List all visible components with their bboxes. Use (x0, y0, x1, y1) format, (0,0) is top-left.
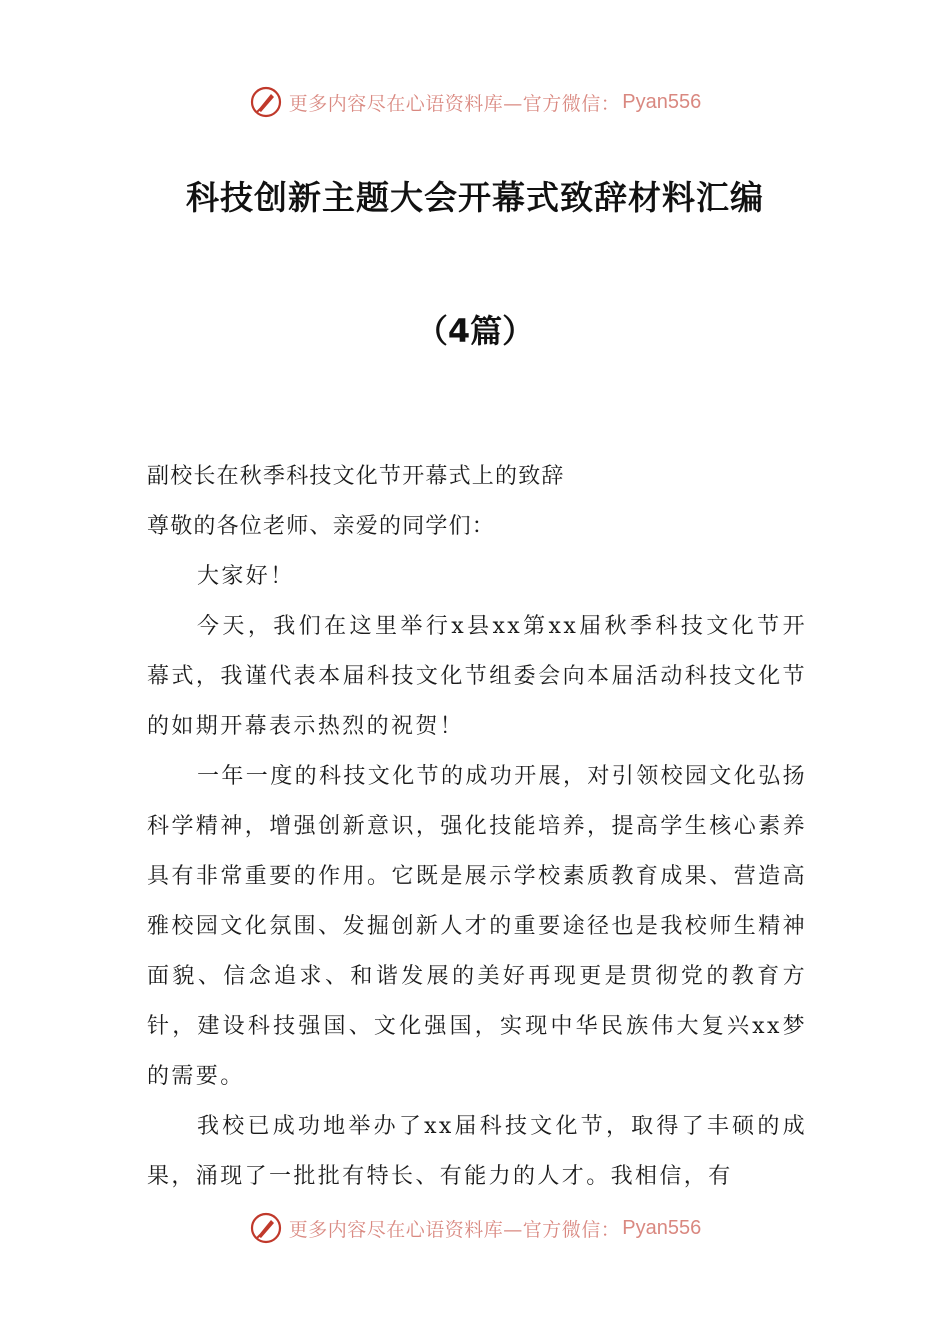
footer-watermark-text: 更多内容尽在心语资料库—官方微信： (288, 1218, 621, 1241)
body-paragraph: 大家好！ (197, 564, 295, 589)
speech-heading: 副校长在秋季科技文化节开幕式上的致辞 (147, 464, 565, 489)
document-title: 科技创新主题大会开幕式致辞材料汇编 (186, 178, 764, 217)
document-subtitle: （4篇） (415, 312, 535, 350)
body-paragraph: 我校已成功地举办了xx届科技文化节，取得了丰硕的成果，涌现了一批批有特长、有能力的人才。我相信，有 (147, 1114, 807, 1189)
quill-logo-icon (249, 85, 283, 119)
body-paragraph: 一年一度的科技文化节的成功开展，对引领校园文化弘扬科学精神，增强创新意识，强化技能培养，提高学生核心素养具有非常重要的作用。它既是展示学校素质教育成果、营造高雅校园文化氛围、发掘创新人才的重要途径也是我校师生精神面貌、信念追求、和谐发展的美好再现更是贯彻党的教育方针，建设科技强国、文化强国，实现中华民族伟大复兴xx梦的需要。 (147, 764, 808, 1089)
document-body (147, 452, 807, 1202)
salutation: 尊敬的各位老师、亲爱的同学们： (147, 514, 496, 539)
body-paragraph: 今天，我们在这里举行x县xx第xx届秋季科技文化节开幕式，我谨代表本届科技文化节组委会向本届活动科技文化节的如期开幕表示热烈的祝贺！ (147, 614, 807, 739)
header-watermark-text: 更多内容尽在心语资料库—官方微信： (288, 92, 621, 115)
header-watermark-banner (0, 82, 950, 122)
header-wechat-id: Pyan556 (622, 90, 702, 113)
footer-watermark-banner (0, 1208, 950, 1248)
footer-wechat-id: Pyan556 (622, 1216, 702, 1239)
quill-logo-icon (249, 1211, 283, 1245)
